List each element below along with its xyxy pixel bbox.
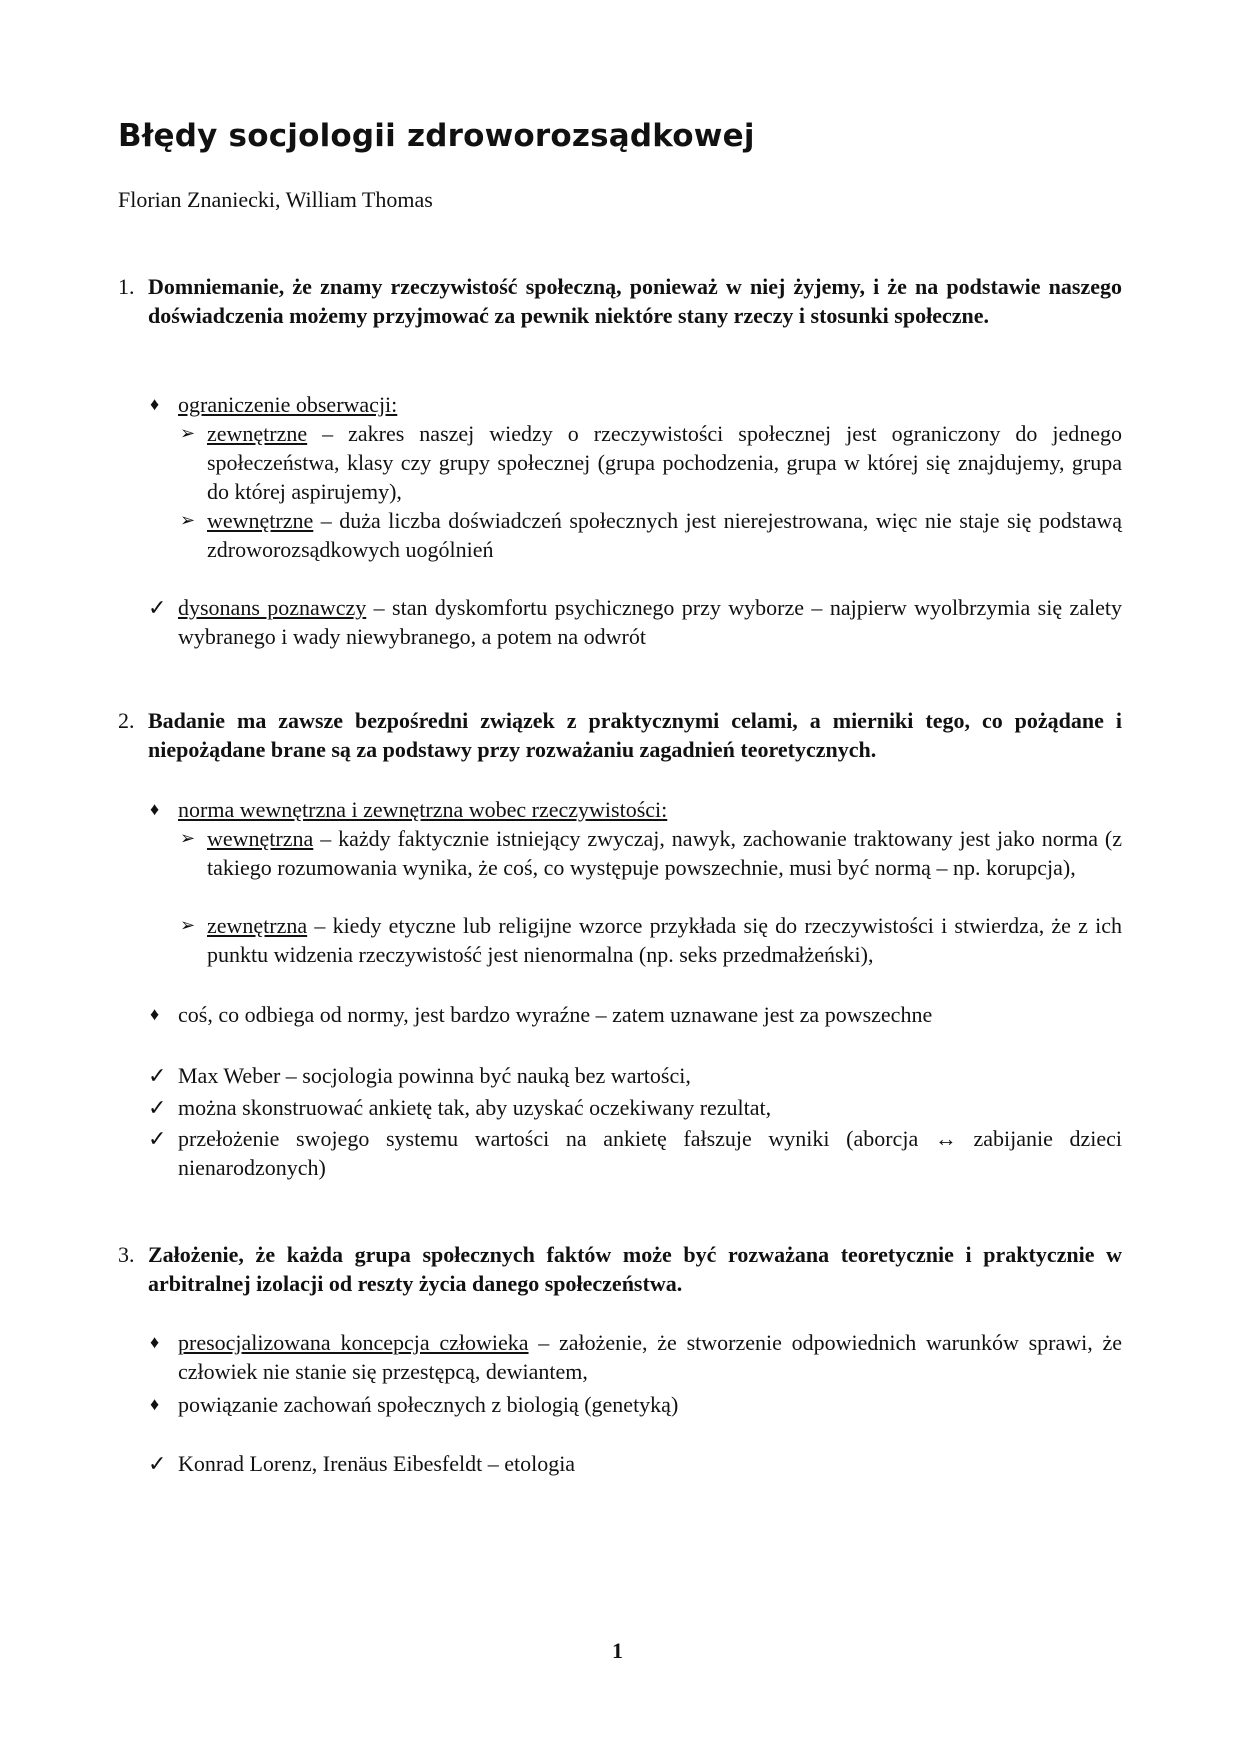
page-number: 1 bbox=[612, 1638, 623, 1663]
bullet-term: norma wewnętrzna i zewnętrzna wobec rzeczywistości: bbox=[178, 797, 668, 822]
bullet-text: – zakres naszej wiedzy o rzeczywistości społecznej jest ograniczony do jednego społeczeństwa, klasy czy grupy społecznej (grupa pochodzenia, grupa w której się znajdujemy, grupa do której aspirujemy), bbox=[207, 421, 1122, 504]
bullet-term: wewnętrzna bbox=[207, 826, 314, 851]
checkmark-icon: ✓ bbox=[148, 1126, 167, 1151]
bullet-item bbox=[150, 1390, 1122, 1419]
sub-bullet-item bbox=[180, 911, 1122, 969]
section-number: 3. bbox=[118, 1242, 135, 1267]
bullet-term: presocjalizowana koncepcja człowieka bbox=[178, 1330, 529, 1355]
check-item bbox=[148, 1061, 1122, 1090]
checkmark-icon: ✓ bbox=[148, 595, 167, 620]
document-title: Błędy socjologii zdroworozsądkowej bbox=[118, 118, 755, 154]
section-heading-text: Założenie, że każda grupa społecznych faktów może być rozważana teoretycznie i praktycznie w arbitralnej izolacji od reszty życia danego społeczeństwa. bbox=[148, 1242, 1122, 1296]
diamond-icon: ♦ bbox=[150, 1332, 160, 1352]
bullet-term: zewnętrzne bbox=[207, 421, 308, 446]
check-item bbox=[148, 1449, 1122, 1478]
check-item bbox=[148, 1124, 1122, 1182]
bullet-text: – założenie, że stworzenie odpowiednich warunków sprawi, że człowiek nie stanie się przestępcą, dewiantem, bbox=[178, 1330, 1123, 1384]
bullet-term: zewnętrzna bbox=[207, 913, 308, 938]
arrow-icon: ➢ bbox=[180, 510, 196, 530]
bullet-text: można skonstruować ankietę tak, aby uzyskać oczekiwany rezultat, bbox=[178, 1095, 772, 1120]
diamond-icon: ♦ bbox=[150, 394, 160, 414]
bullet-item bbox=[150, 795, 1122, 824]
bullet-text: – kiedy etyczne lub religijne wzorce przykłada się do rzeczywistości i stwierdza, że z ich punktu widzenia rzeczywistość jest nienormalna (np. seks przedmałżeński), bbox=[207, 913, 1122, 967]
bullet-text: powiązanie zachowań społecznych z biologią (genetyką) bbox=[178, 1392, 679, 1417]
bullet-text: Konrad Lorenz, Irenäus Eibesfeldt – etologia bbox=[178, 1451, 576, 1476]
section-number: 2. bbox=[118, 708, 135, 733]
authors-line: Florian Znaniecki, William Thomas bbox=[118, 187, 433, 212]
diamond-icon: ♦ bbox=[150, 1394, 160, 1414]
bullet-text: Max Weber – socjologia powinna być nauką bez wartości, bbox=[178, 1063, 691, 1088]
section-heading-text: Domniemanie, że znamy rzeczywistość społeczną, ponieważ w niej żyjemy, i że na podstawie naszego doświadczenia możemy przyjmować za pewnik niektóre stany rzeczy i stosunki społeczne. bbox=[148, 274, 1122, 328]
sub-bullet-item bbox=[180, 506, 1122, 564]
checkmark-icon: ✓ bbox=[148, 1095, 167, 1120]
bullet-text: – duża liczba doświadczeń społecznych jest nierejestrowana, więc nie staje się podstawą zdroworozsądkowych uogólnień bbox=[207, 508, 1122, 562]
bullet-text: przełożenie swojego systemu wartości na ankietę fałszuje wyniki (aborcja ↔ zabijanie dzieci nienarodzonych) bbox=[178, 1126, 1122, 1180]
check-item bbox=[148, 593, 1122, 651]
bullet-item bbox=[150, 1328, 1123, 1386]
bullet-term: ograniczenie obserwacji: bbox=[178, 392, 398, 417]
bullet-text: – każdy faktycznie istniejący zwyczaj, nawyk, zachowanie traktowany jest jako norma (z takiego rozumowania wynika, że coś, co występuje powszechnie, musi być normą – np. korupcja), bbox=[207, 826, 1122, 880]
bullet-term: dysonans poznawczy bbox=[178, 595, 367, 620]
section-heading bbox=[118, 706, 1122, 764]
bullet-item bbox=[150, 1000, 1122, 1029]
bullet-text: coś, co odbiega od normy, jest bardzo wyraźne – zatem uznawane jest za powszechne bbox=[178, 1002, 933, 1027]
diamond-icon: ♦ bbox=[150, 1004, 160, 1024]
arrow-icon: ➢ bbox=[180, 915, 196, 935]
section-heading bbox=[118, 272, 1122, 330]
bullet-term: wewnętrzne bbox=[207, 508, 314, 533]
section-heading-text: Badanie ma zawsze bezpośredni związek z praktycznymi celami, a mierniki tego, co pożądane i niepożądane brane są za podstawy przy rozważaniu zagadnień teoretycznych. bbox=[148, 708, 1122, 762]
section-heading bbox=[118, 1240, 1122, 1298]
check-item bbox=[148, 1093, 1122, 1122]
sub-bullet-item bbox=[180, 824, 1122, 882]
sub-bullet-item bbox=[180, 419, 1122, 506]
diamond-icon: ♦ bbox=[150, 799, 160, 819]
arrow-icon: ➢ bbox=[180, 423, 196, 443]
checkmark-icon: ✓ bbox=[148, 1451, 167, 1476]
section-number: 1. bbox=[118, 274, 135, 299]
checkmark-icon: ✓ bbox=[148, 1063, 167, 1088]
bullet-text: – stan dyskomfortu psychicznego przy wyborze – najpierw wyolbrzymia się zalety wybranego i wady niewybranego, a potem na odwrót bbox=[178, 595, 1122, 649]
bullet-item bbox=[150, 390, 1122, 419]
arrow-icon: ➢ bbox=[180, 828, 196, 848]
